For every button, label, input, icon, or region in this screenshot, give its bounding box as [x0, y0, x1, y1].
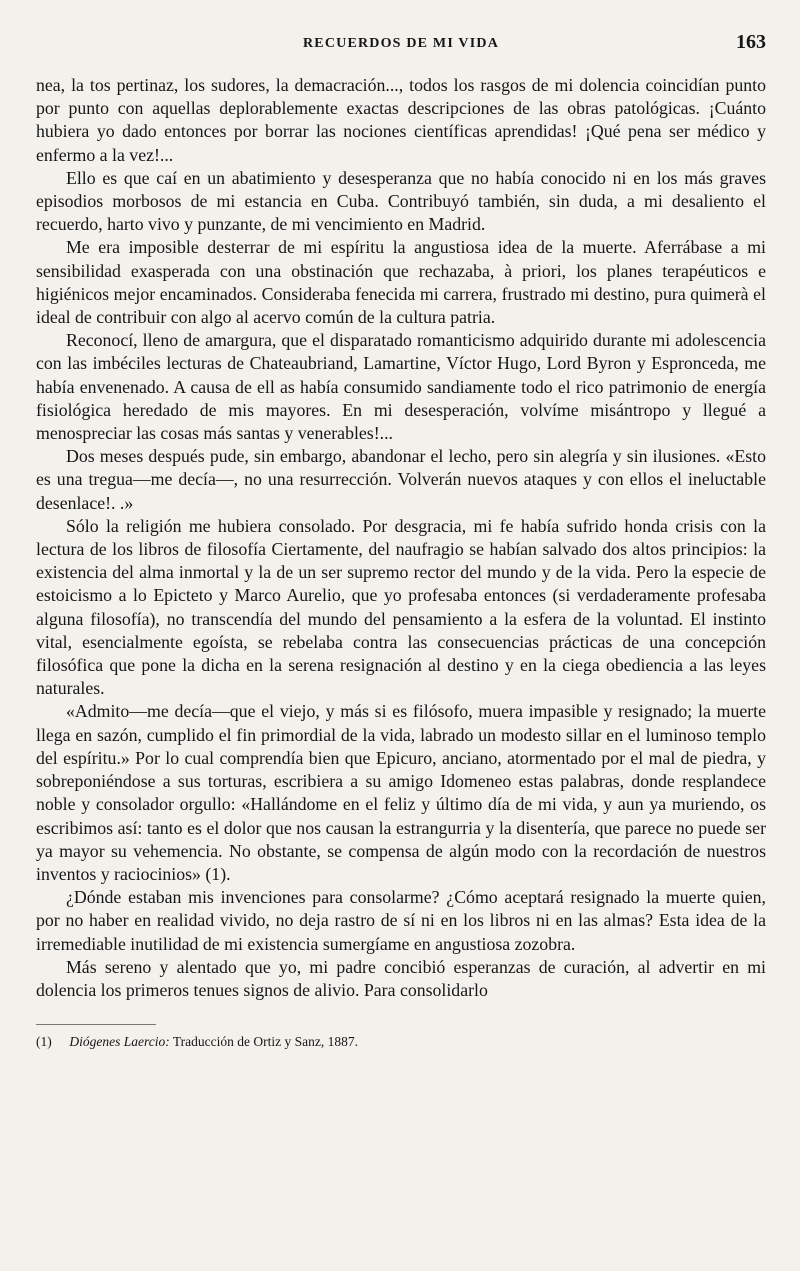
- page-header: [36, 28, 766, 68]
- paragraph: Me era imposible desterrar de mi espíritu la angustiosa idea de la muerte. Aferrábase a mi sensibilidad exasperada con una obstinación que rechazaba, à priori, los planes terapéuticos e higiénicos mejor encaminados. Consideraba fenecida mi carrera, frustrado mi destino, pura quimerà el ideal de contribuir con algo al acervo común de la cultura patria.: [36, 237, 766, 328]
- paragraph: ¿Dónde estaban mis invenciones para consolarme? ¿Cómo aceptará resignado la muerte quien, por no haber en realidad vivido, no deja rastro de sí ni en los libros ni en las almas? Esta idea de la irremediable inutilidad de mi existencia sumergíame en angustiosa zozobra.: [36, 887, 766, 954]
- page-body: [36, 74, 766, 1002]
- footnote: [36, 1033, 766, 1051]
- paragraph: Sólo la religión me hubiera consolado. Por desgracia, mi fe había sufrido honda crisis con la lectura de los libros de filosofía Ciertamente, del naufragio se habían salvado dos altos principios: la existencia del alma inmortal y la de un ser supremo rector del mundo y de la vida. Pero la especie de estoicismo a lo Epicteto y Marco Aurelio, que yo profesaba entonces (si verdaderamente profesaba alguna filosofía), no transcendía del mundo del pensamiento a la esfera de la voluntad. El instinto vital, esencialmente egoísta, se rebelaba contra las consecuencias prácticas de una concepción filosófica que pone la dicha en la serena resignación al destino y en la ciega obediencia a las leyes naturales.: [36, 515, 766, 699]
- footnote-author: Diógenes Laercio:: [69, 1034, 170, 1050]
- page-number: 163: [736, 31, 766, 53]
- paragraph: Ello es que caí en un abatimiento y desesperanza que no había conocido ni en los más graves episodios morbosos de mi estancia en Cuba. Contribuyó también, sin duda, a mi desaliento el recuerdo, harto vivo y punzante, de mi vencimiento en Madrid.: [36, 167, 766, 235]
- paragraph: Más sereno y alentado que yo, mi padre concibió esperanzas de curación, al advertir en mi dolencia los primeros tenues signos de alivio. Para consolidarlo: [36, 956, 766, 1000]
- footnote-mark: (1): [36, 1034, 52, 1050]
- footnote-divider: [36, 1024, 156, 1025]
- footnote-text: Traducción de Ortiz y Sanz, 1887.: [172, 1034, 358, 1050]
- paragraph-continued: nea, la tos pertinaz, los sudores, la demacración..., todos los rasgos de mi dolencia coincidían punto por punto con aquellas deplorablemente exactas descripciones de las obras patológicas. ¡Cuánto hubiera yo dado entonces por borrar las nociones científicas aprendidas! ¡Qué pena ser médico y enfermo a la vez!...: [36, 75, 766, 165]
- paragraph: Reconocí, lleno de amargura, que el disparatado romanticismo adquirido durante mi adolescencia con las imbéciles lecturas de Chateaubriand, Lamartine, Víctor Hugo, Lord Byron y Espronceda, me había envenenado. A causa de ell as había consumido sandiamente todo el rico patrimonio de energía fisiológica heredado de mis mayores. En mi desesperación, volvíme misántropo y llegué a menospreciar las cosas más santas y venerables!...: [36, 330, 766, 444]
- running-title: RECUERDOS DE MI VIDA: [302, 36, 500, 51]
- paragraph: «Admito—me decía—que el viejo, y más si es filósofo, muera impasible y resignado; la muerte llega en sazón, cumplido el fin primordial de la vida, labrado un modesto sillar en el luminoso templo del espíritu.» Por lo cual comprendía bien que Epicuro, anciano, atormentado por el mal de piedra, y sobreponiéndose a sus torturas, escribiera a su amigo Idomeneo estas palabras, donde resplandece noble y consolador orgullo: «Hallándome en el feliz y último día de mi vida, y aun ya muriendo, os escribimos así: tanto es el dolor que nos causan la estrangurria y la disentería, que parece no puede ser ya mayor su vehemencia. No obstante, se compensa de algún modo con la recordación de nuestros inventos y raciocinios» (1).: [36, 701, 766, 884]
- paragraph: Dos meses después pude, sin embargo, abandonar el lecho, pero sin alegría y sin ilusiones. «Esto es una tregua—me decía—, no una resurrección. Volverán nuevos ataques y con ellos el ineluctable desenlace!. .»: [36, 446, 766, 513]
